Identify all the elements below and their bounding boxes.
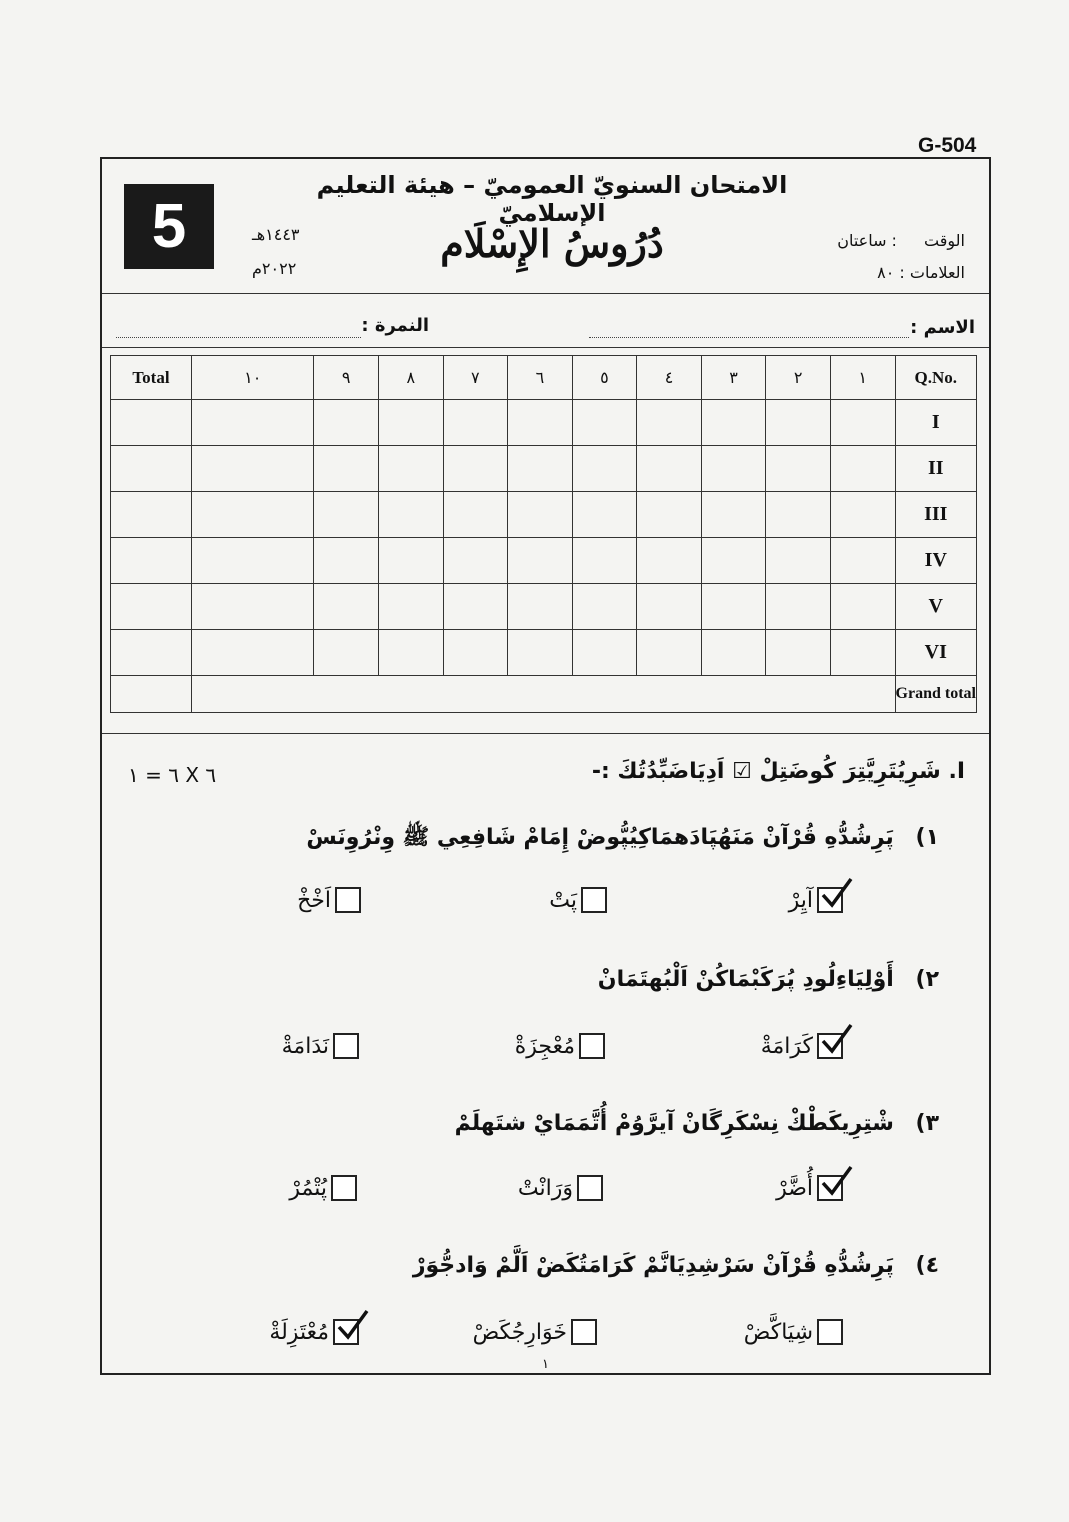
total-cell[interactable] [111,584,192,630]
question-2 [598,967,939,992]
mark-cell[interactable] [701,400,766,446]
time-value: : ساعتان [837,231,897,250]
mark-cell[interactable] [192,492,314,538]
option-3c[interactable] [289,1175,357,1201]
question-number: ٢) [915,967,939,992]
total-cell[interactable] [111,538,192,584]
col-header-6: ٦ [508,356,573,400]
mark-cell[interactable] [192,584,314,630]
roll-field[interactable] [116,337,361,338]
mark-cell[interactable] [572,400,637,446]
mark-cell[interactable] [637,630,702,676]
mark-cell[interactable] [701,584,766,630]
mark-cell[interactable] [508,446,573,492]
time-label: الوقت [924,231,965,250]
col-header-10: ١٠ [192,356,314,400]
mark-cell[interactable] [314,538,379,584]
mark-cell[interactable] [766,492,831,538]
checkbox[interactable] [579,1033,605,1059]
checkbox-checked[interactable] [817,887,843,913]
mark-cell[interactable] [443,584,508,630]
checkbox[interactable] [581,887,607,913]
mark-cell[interactable] [443,492,508,538]
roll-label: النمرة : [361,315,429,336]
row-label-5: V [895,584,976,630]
mark-cell[interactable] [830,400,895,446]
mark-cell[interactable] [192,630,314,676]
mark-cell[interactable] [830,630,895,676]
total-cell[interactable] [111,400,192,446]
question-text: پَرِشُدُّهِ قُرْآنْ مَنَهُپَادَهمَاكِيُپُّوضْ إِمَامْ شَافِعِي ﷺ وِنْرُوِنَسْ [306,825,894,850]
mark-cell[interactable] [637,446,702,492]
exam-title: الامتحان السنويّ العموميّ – هيئة التعليم الإسلاميّ [316,171,788,227]
mark-cell[interactable] [508,400,573,446]
grand-total-row [111,676,977,713]
mark-cell[interactable] [378,584,443,630]
mark-cell[interactable] [572,630,637,676]
option-label: خَوَارِجُكَضْ [472,1319,567,1345]
mark-cell[interactable] [830,584,895,630]
row-label-1: I [895,400,976,446]
row-label-2: II [895,446,976,492]
mark-cell[interactable] [508,584,573,630]
option-2a[interactable] [761,1033,843,1059]
question-number: ٣) [915,1111,939,1136]
mark-cell[interactable] [378,538,443,584]
marks-info [877,263,965,282]
total-cell[interactable] [111,446,192,492]
mark-cell[interactable] [378,492,443,538]
col-header-7: ٧ [443,356,508,400]
time-info [837,231,965,250]
mark-cell[interactable] [378,630,443,676]
mark-cell[interactable] [192,400,314,446]
student-info-row [102,307,989,343]
option-1b[interactable] [549,887,607,913]
mark-cell[interactable] [766,630,831,676]
mark-cell[interactable] [192,446,314,492]
mark-cell[interactable] [314,446,379,492]
option-1c[interactable] [297,887,361,913]
checkbox[interactable] [335,887,361,913]
option-label: اَخْخْ [297,887,331,913]
mark-cell[interactable] [572,584,637,630]
col-header-5: ٥ [572,356,637,400]
section-score: ٦ = ١ X ٦ [128,763,217,787]
check-icon [819,1023,853,1057]
option-3a[interactable] [776,1175,843,1201]
col-header-4: ٤ [637,356,702,400]
question-4 [413,1253,939,1278]
header-divider [102,293,989,294]
col-header-1: ١ [830,356,895,400]
option-4c[interactable] [269,1319,359,1345]
total-header: Total [111,356,192,400]
table-divider [102,733,989,734]
mark-cell[interactable] [701,538,766,584]
exam-sheet [100,157,991,1375]
table-row [111,400,977,446]
marks-table [110,355,977,713]
option-label: مُعْتَزِلَةْ [269,1319,329,1345]
mark-cell[interactable] [508,492,573,538]
checkbox[interactable] [331,1175,357,1201]
mark-cell[interactable] [443,538,508,584]
option-4a[interactable] [744,1319,843,1345]
option-label: كَرَامَةْ [760,1033,813,1059]
checkbox[interactable] [817,1319,843,1345]
col-header-3: ٣ [701,356,766,400]
grade-box: 5 [124,184,214,269]
mark-cell[interactable] [192,538,314,584]
mark-cell[interactable] [701,492,766,538]
info-divider [102,347,989,348]
mark-cell[interactable] [443,630,508,676]
grand-total-label: Grand total [895,676,976,713]
mark-cell[interactable] [701,630,766,676]
mark-cell[interactable] [314,492,379,538]
option-label: آيِرْ [788,887,813,913]
marks-label: العلامات [909,263,965,282]
checkbox-checked[interactable] [817,1175,843,1201]
mark-cell[interactable] [830,492,895,538]
option-4b[interactable] [473,1319,597,1345]
question-text: أَوْلِيَاءِلُودِ پُرَكَبْمَاكُنْ اَلْبُهتَمَانْ [597,967,894,992]
table-row [111,630,977,676]
option-3b[interactable] [518,1175,603,1201]
option-2b[interactable] [515,1033,605,1059]
question-text: پَرِشُدُّهِ قُرْآنْ سَرْشِدِيَانَّمْ كَرَامَتُكَضْ اَلَّمْ وَادجُّوَرْ [412,1253,894,1278]
checkbox-checked[interactable] [817,1033,843,1059]
option-label: نَدَامَةْ [281,1033,329,1059]
row-label-6: VI [895,630,976,676]
table-row [111,538,977,584]
mark-cell[interactable] [508,538,573,584]
mark-cell[interactable] [637,400,702,446]
year-hijri: ١٤٤٣هـ [252,225,300,244]
checkbox[interactable] [333,1033,359,1059]
mark-cell[interactable] [637,538,702,584]
option-label: شِيَاكَّضْ [743,1319,813,1345]
mark-cell[interactable] [766,446,831,492]
mark-cell[interactable] [766,538,831,584]
mark-cell[interactable] [378,400,443,446]
mark-cell[interactable] [830,446,895,492]
option-label: مُعْجِزَةْ [514,1033,575,1059]
question-number: ١) [915,825,939,850]
mark-cell[interactable] [314,400,379,446]
question-number: ٤) [915,1253,939,1278]
option-2c[interactable] [282,1033,359,1059]
col-header-8: ٨ [378,356,443,400]
section-heading: I. شَرِيُتَرِيَّتِرَ كُوضَتِلْ ☑ اَدِيَاضَبِّدُتُكَ :- [591,759,965,784]
mark-cell[interactable] [701,446,766,492]
row-label-3: III [895,492,976,538]
table-row [111,584,977,630]
mark-cell[interactable] [637,584,702,630]
mark-cell[interactable] [830,538,895,584]
mark-cell[interactable] [766,584,831,630]
option-label: پُتْمُرْ [289,1175,327,1201]
mark-cell[interactable] [314,584,379,630]
mark-cell[interactable] [443,446,508,492]
option-label: وَرَانْتْ [517,1175,573,1201]
option-label: پَتْ [549,887,577,913]
grand-total-cell[interactable] [111,676,192,713]
paper-code: G-504 [918,134,977,157]
page-number: ١ [542,1357,549,1372]
year-gregorian: ٢٠٢٢م [252,259,297,278]
mark-cell[interactable] [443,400,508,446]
table-row [111,446,977,492]
subject-title: دُرُوسُ الإِسْلَام [440,221,664,266]
option-1a[interactable] [789,887,843,913]
col-header-2: ٢ [766,356,831,400]
mark-cell[interactable] [572,538,637,584]
mark-cell[interactable] [572,492,637,538]
mark-cell[interactable] [314,630,379,676]
total-cell[interactable] [111,492,192,538]
question-1 [306,823,939,855]
name-field[interactable] [589,337,909,338]
mark-cell[interactable] [572,446,637,492]
checkbox[interactable] [577,1175,603,1201]
mark-cell[interactable] [508,630,573,676]
question-3 [455,1111,939,1136]
option-label: أُضَّرْ [776,1175,813,1201]
check-icon [335,1309,369,1343]
name-label: الاسم : [910,317,975,338]
check-icon [819,1165,853,1199]
grand-total-spacer [192,676,896,713]
check-icon [819,877,853,911]
row-label-4: IV [895,538,976,584]
mark-cell[interactable] [378,446,443,492]
marks-value: : ٨٠ [877,263,905,282]
mark-cell[interactable] [766,400,831,446]
col-header-9: ٩ [314,356,379,400]
table-row [111,492,977,538]
qno-header: Q.No. [895,356,976,400]
mark-cell[interactable] [637,492,702,538]
checkbox[interactable] [571,1319,597,1345]
total-cell[interactable] [111,630,192,676]
checkbox-checked[interactable] [333,1319,359,1345]
question-text: شْتِرِيكَطْكْ نِسْكَرِگَانْ آيرَّوُمْ أُتَّمَمَايْ شتَهلَمْ [454,1111,894,1136]
